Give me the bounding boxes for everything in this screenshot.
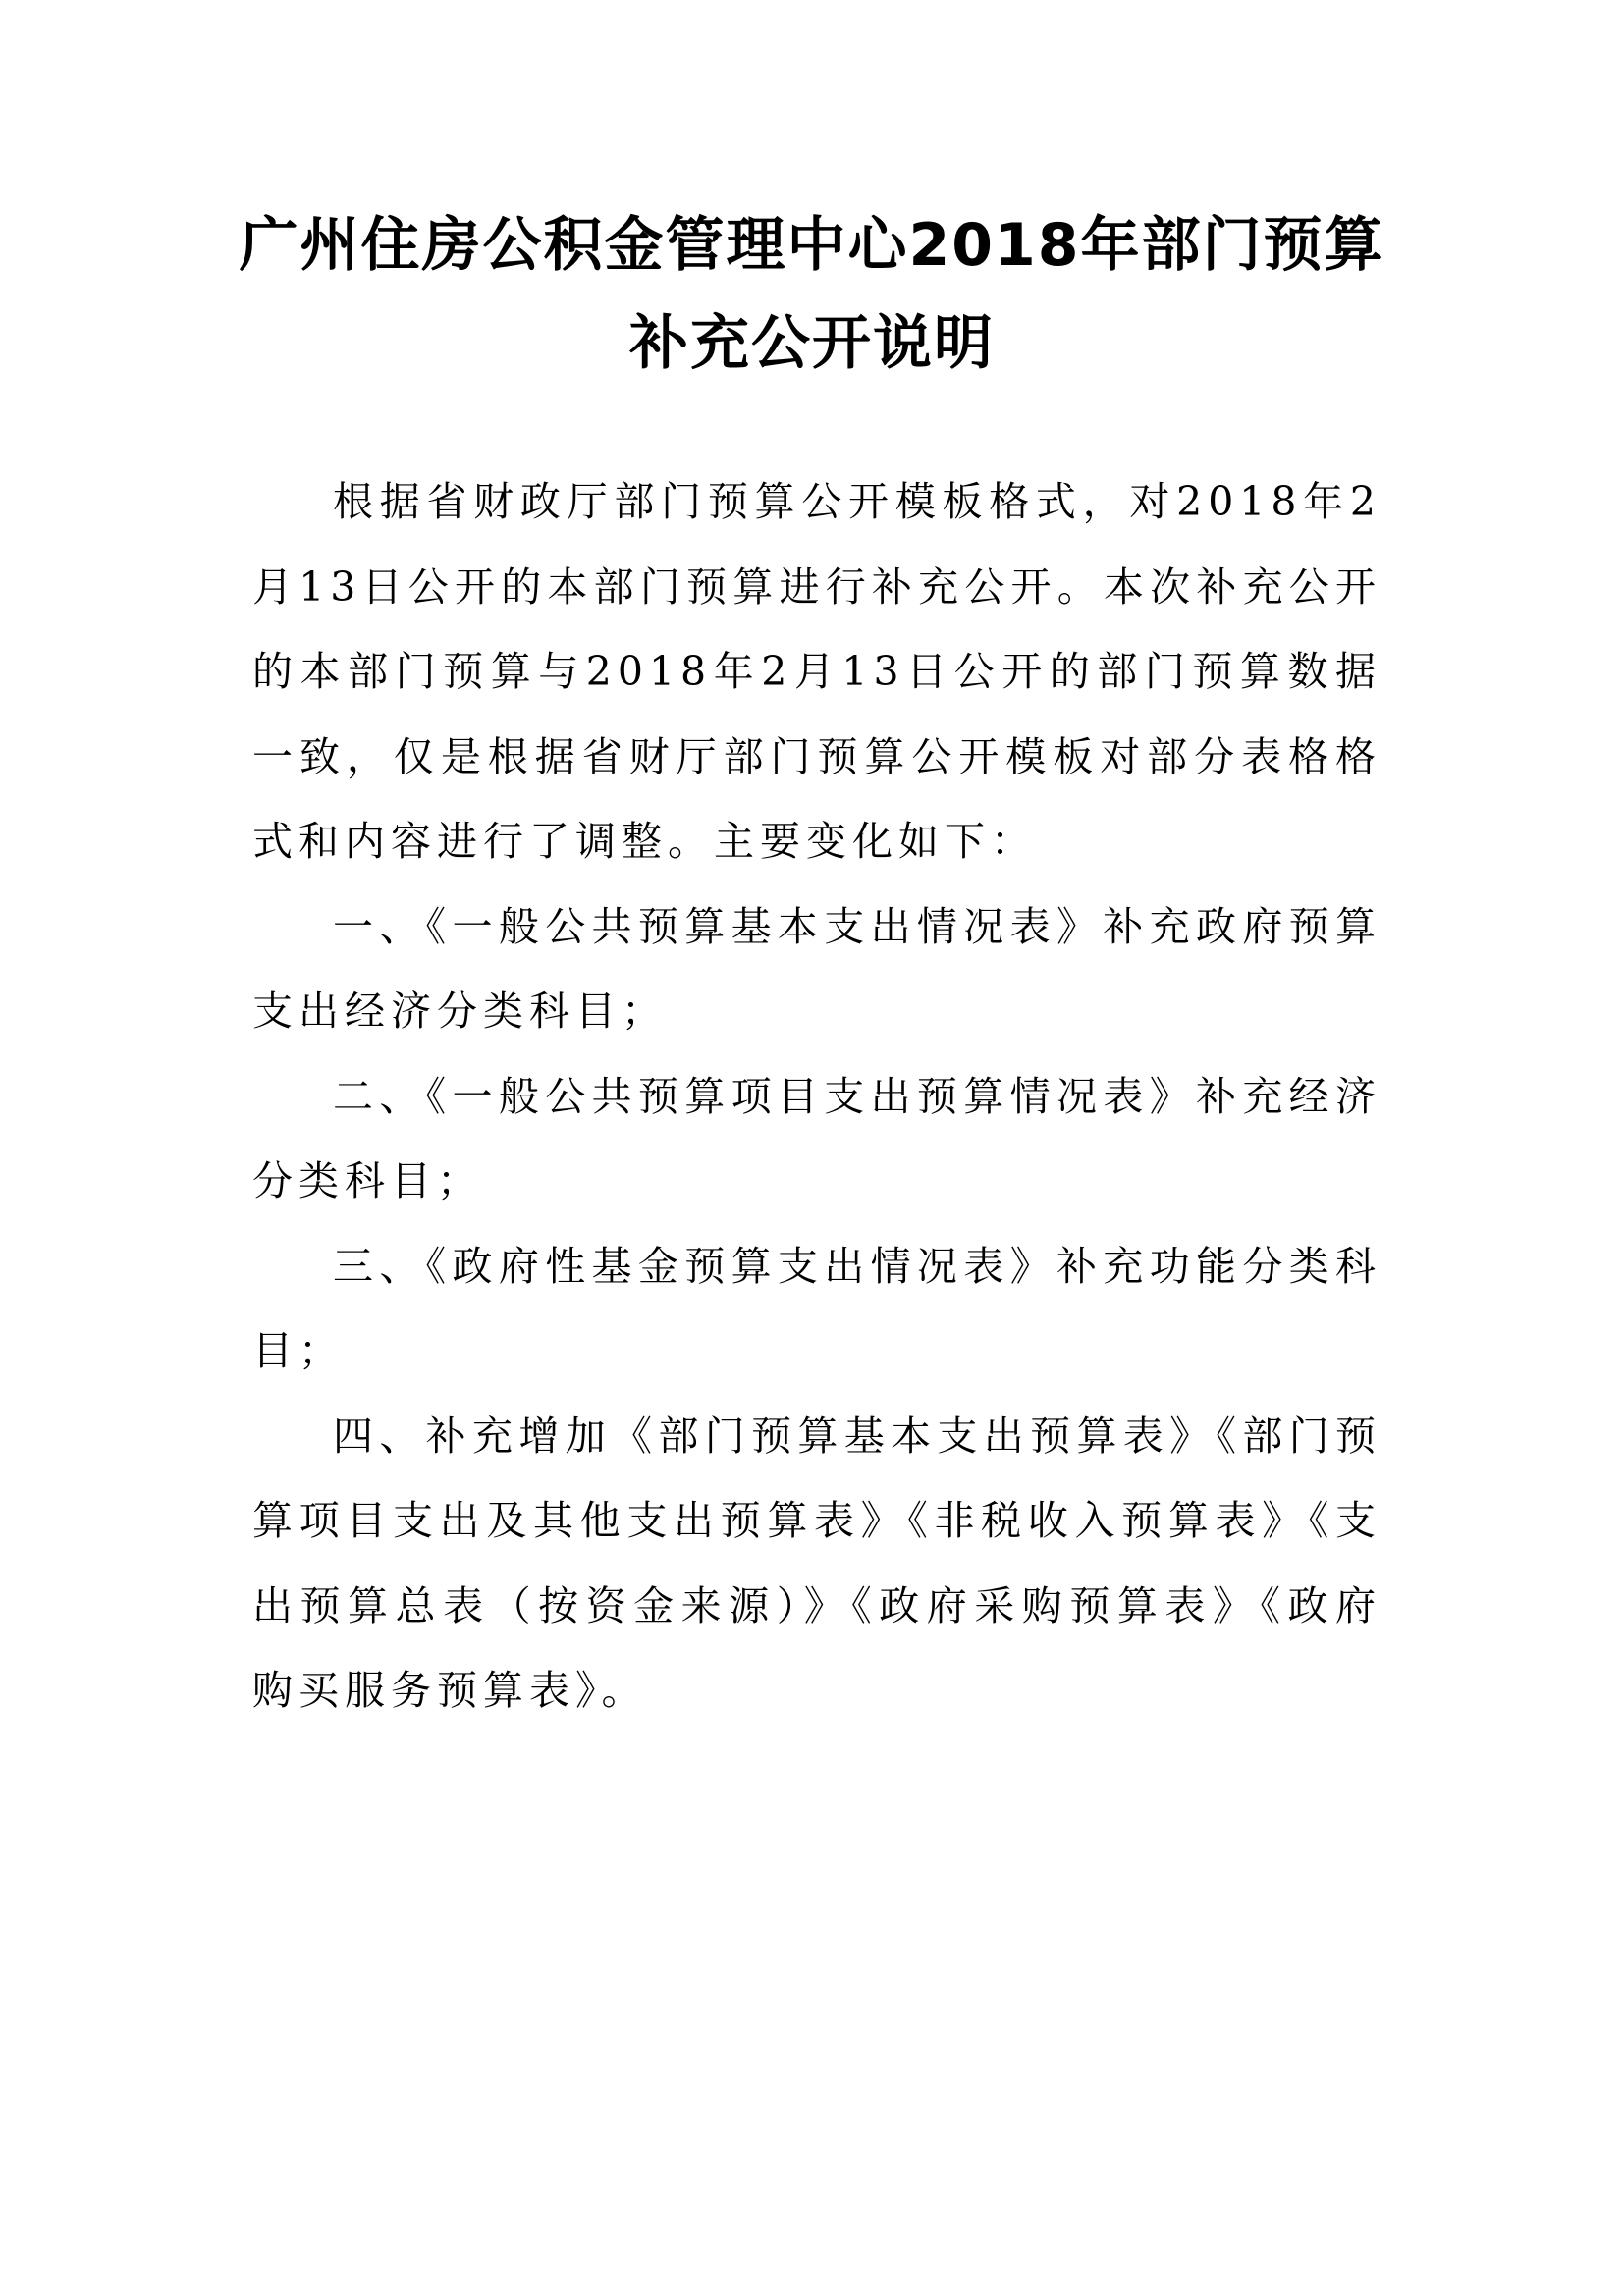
document-body <box>252 459 1381 1734</box>
title-line-2: 补充公开说明 <box>629 309 995 378</box>
change-item-1: 一、《一般公共预算基本支出情况表》补充政府预算支出经济分类科目； <box>252 902 1381 1035</box>
change-item-4: 四、补充增加《部门预算基本支出预算表》《部门预算项目支出及其他支出预算表》《非税收入预算表》《支出预算总表（按资金来源）》《政府采购预算表》《政府购买服务预算表》。 <box>252 1412 1381 1714</box>
document-title <box>177 196 1447 393</box>
intro-paragraph: 根据省财政厅部门预算公开模板格式，对2018年2月13日公开的本部门预算进行补充公开。本次补充公开的本部门预算与2018年2月13日公开的部门预算数据一致，仅是根据省财厅部门预算公开模板对部分表格格式和内容进行了调整。主要变化如下： <box>252 478 1381 865</box>
change-item-3: 三、《政府性基金预算支出情况表》补充功能分类科目； <box>252 1242 1381 1374</box>
change-item-2: 二、《一般公共预算项目支出预算情况表》补充经济分类科目； <box>252 1072 1381 1204</box>
title-line-1: 广州住房公积金管理中心2018年部门预算 <box>239 211 1385 280</box>
